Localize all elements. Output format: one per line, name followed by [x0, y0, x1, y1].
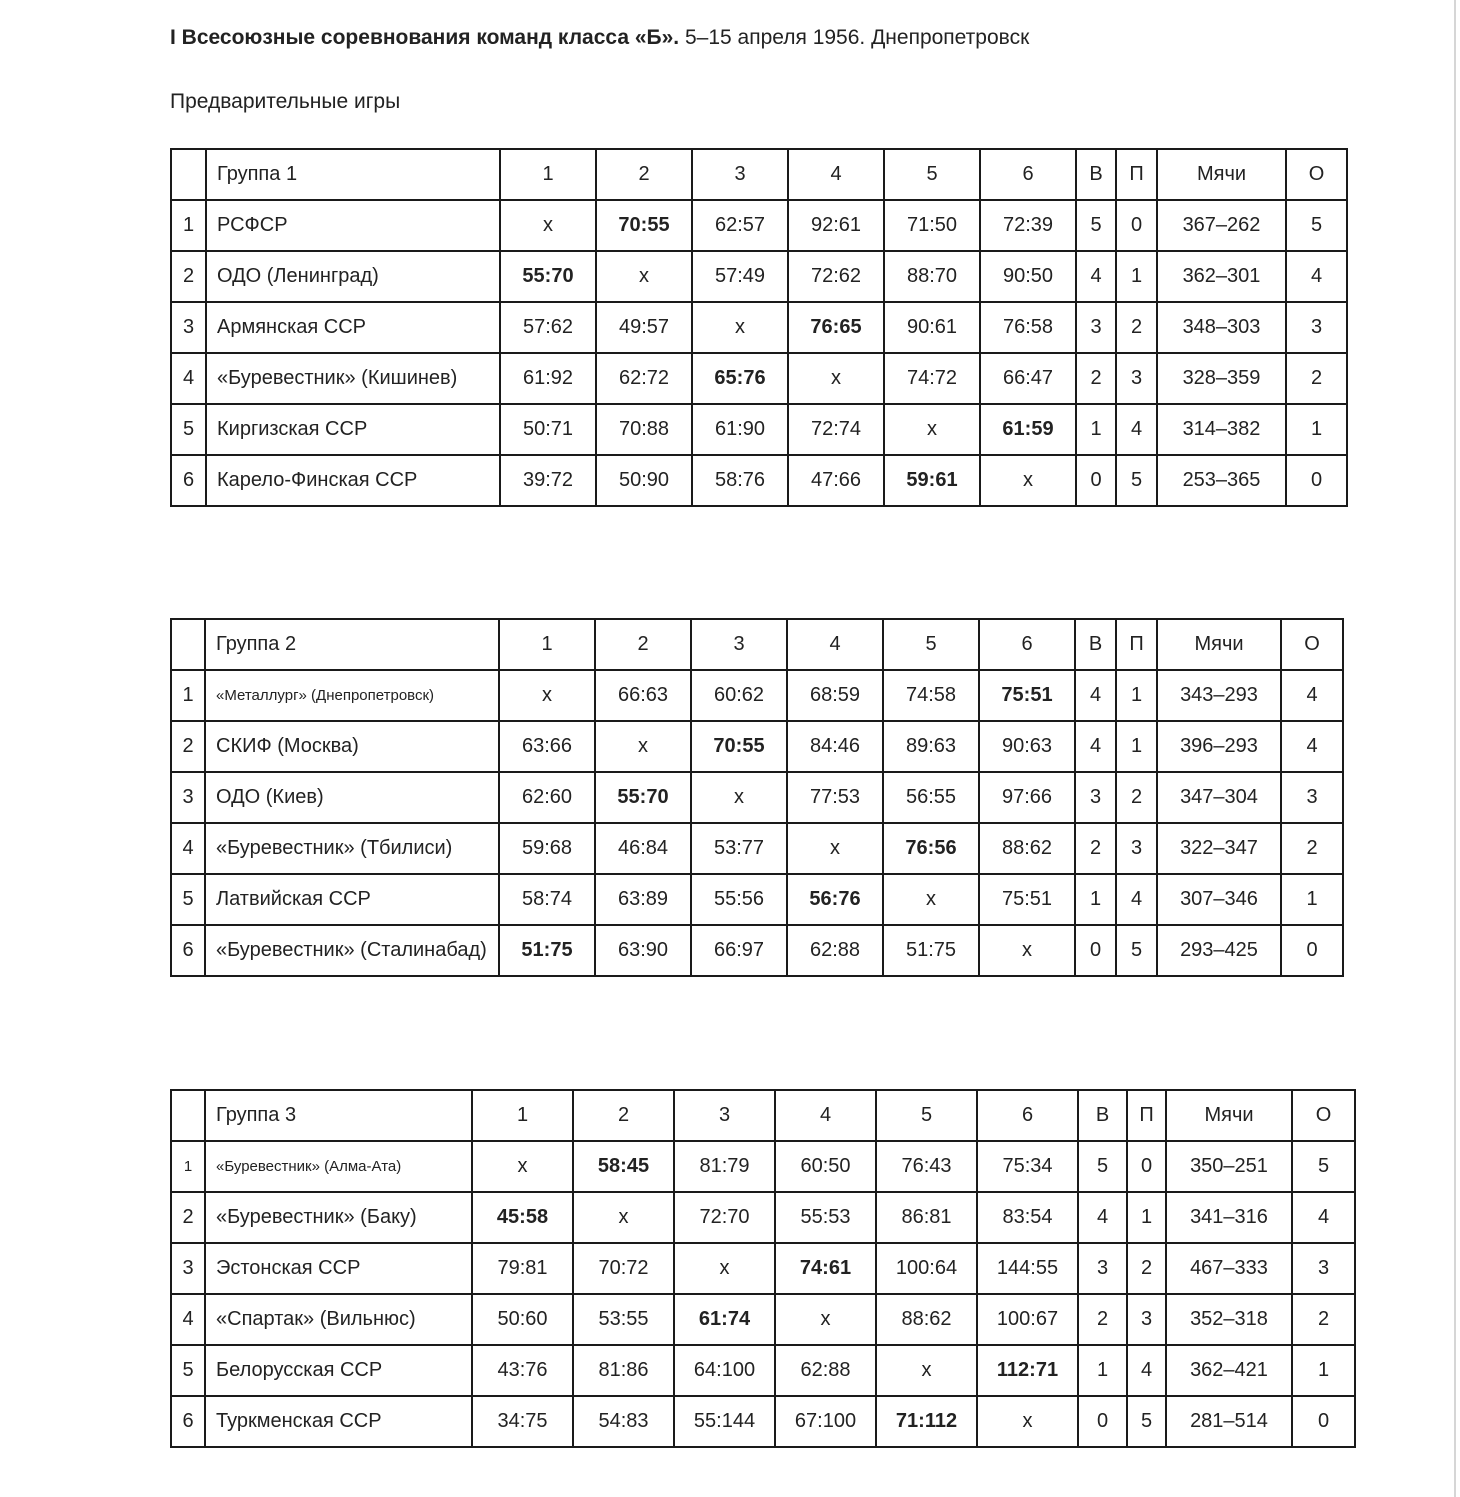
group-name-header: Группа 2: [205, 619, 499, 670]
match-score: 51:75: [883, 925, 979, 976]
self-match-cell: x: [691, 772, 787, 823]
row-number: 6: [171, 1396, 205, 1447]
table-header-row: [171, 1090, 1355, 1141]
table-row: [171, 353, 1347, 404]
self-match-cell: x: [787, 823, 883, 874]
team-name: Киргизская ССР: [206, 404, 500, 455]
table-row: [171, 874, 1343, 925]
wins-count: 2: [1078, 1294, 1127, 1345]
balls-diff: 467–333: [1166, 1243, 1292, 1294]
title-bold-part: I Всесоюзные соревнования команд класса «Б».: [170, 26, 680, 49]
team-name: Белорусская ССР: [205, 1345, 472, 1396]
table-row: [171, 404, 1347, 455]
wins-count: 4: [1075, 670, 1116, 721]
match-score: 72:62: [788, 251, 884, 302]
losses-count: 1: [1116, 251, 1157, 302]
match-score: 70:88: [596, 404, 692, 455]
points: 0: [1286, 455, 1347, 506]
group-table-3: [170, 1089, 1356, 1448]
wins-count: 4: [1078, 1192, 1127, 1243]
column-header: 4: [775, 1090, 876, 1141]
column-header: П: [1116, 149, 1157, 200]
wins-count: 5: [1078, 1141, 1127, 1192]
balls-diff: 322–347: [1157, 823, 1281, 874]
column-header: 6: [980, 149, 1076, 200]
match-score: 56:76: [787, 874, 883, 925]
column-header: Мячи: [1166, 1090, 1292, 1141]
match-score: 72:39: [980, 200, 1076, 251]
column-header: 4: [787, 619, 883, 670]
column-header: 1: [499, 619, 595, 670]
balls-diff: 362–301: [1157, 251, 1286, 302]
match-score: 55:70: [595, 772, 691, 823]
match-score: 112:71: [977, 1345, 1078, 1396]
points: 3: [1292, 1243, 1355, 1294]
points: 2: [1286, 353, 1347, 404]
team-name: Туркменская ССР: [205, 1396, 472, 1447]
row-number: 1: [171, 1141, 205, 1192]
match-score: 70:55: [596, 200, 692, 251]
match-score: 45:58: [472, 1192, 573, 1243]
losses-count: 5: [1127, 1396, 1166, 1447]
balls-diff: 362–421: [1166, 1345, 1292, 1396]
self-match-cell: x: [788, 353, 884, 404]
team-name: Латвийская ССР: [205, 874, 499, 925]
match-score: 55:70: [500, 251, 596, 302]
match-score: 63:66: [499, 721, 595, 772]
team-name: Карело-Финская ССР: [206, 455, 500, 506]
table-header-row: [171, 149, 1347, 200]
column-header: 6: [977, 1090, 1078, 1141]
match-score: 61:59: [980, 404, 1076, 455]
match-score: 72:70: [674, 1192, 775, 1243]
row-number: 4: [171, 823, 205, 874]
balls-diff: 341–316: [1166, 1192, 1292, 1243]
wins-count: 3: [1078, 1243, 1127, 1294]
balls-diff: 367–262: [1157, 200, 1286, 251]
balls-diff: 348–303: [1157, 302, 1286, 353]
wins-count: 4: [1076, 251, 1116, 302]
points: 0: [1281, 925, 1343, 976]
row-number: 4: [171, 1294, 205, 1345]
balls-diff: 328–359: [1157, 353, 1286, 404]
match-score: 71:50: [884, 200, 980, 251]
wins-count: 3: [1076, 302, 1116, 353]
row-number: 4: [171, 353, 206, 404]
balls-diff: 343–293: [1157, 670, 1281, 721]
points: 4: [1286, 251, 1347, 302]
points: 3: [1286, 302, 1347, 353]
match-score: 75:34: [977, 1141, 1078, 1192]
match-score: 58:76: [692, 455, 788, 506]
table-row: [171, 1294, 1355, 1345]
losses-count: 3: [1116, 823, 1157, 874]
self-match-cell: x: [674, 1243, 775, 1294]
table-row: [171, 455, 1347, 506]
row-number: 6: [171, 455, 206, 506]
column-header: 2: [595, 619, 691, 670]
match-score: 74:72: [884, 353, 980, 404]
balls-diff: 347–304: [1157, 772, 1281, 823]
self-match-cell: x: [775, 1294, 876, 1345]
balls-diff: 293–425: [1157, 925, 1281, 976]
match-score: 71:112: [876, 1396, 977, 1447]
self-match-cell: x: [500, 200, 596, 251]
match-score: 57:49: [692, 251, 788, 302]
column-header: 1: [500, 149, 596, 200]
balls-diff: 307–346: [1157, 874, 1281, 925]
match-score: 53:77: [691, 823, 787, 874]
self-match-cell: x: [876, 1345, 977, 1396]
match-score: 77:53: [787, 772, 883, 823]
match-score: 90:61: [884, 302, 980, 353]
match-score: 60:62: [691, 670, 787, 721]
losses-count: 0: [1116, 200, 1157, 251]
match-score: 76:43: [876, 1141, 977, 1192]
match-score: 81:86: [573, 1345, 674, 1396]
match-score: 62:72: [596, 353, 692, 404]
column-header: 1: [472, 1090, 573, 1141]
title-rest-part: 5–15 апреля 1956. Днепропетровск: [679, 26, 1030, 49]
losses-count: 1: [1116, 670, 1157, 721]
balls-diff: 314–382: [1157, 404, 1286, 455]
wins-count: 3: [1075, 772, 1116, 823]
group-name-header: Группа 1: [206, 149, 500, 200]
match-score: 51:75: [499, 925, 595, 976]
wins-count: 0: [1078, 1396, 1127, 1447]
points: 4: [1281, 670, 1343, 721]
match-score: 39:72: [500, 455, 596, 506]
points: 0: [1292, 1396, 1355, 1447]
row-number: 2: [171, 251, 206, 302]
points: 1: [1292, 1345, 1355, 1396]
match-score: 88:62: [876, 1294, 977, 1345]
match-score: 67:100: [775, 1396, 876, 1447]
match-score: 75:51: [979, 670, 1075, 721]
match-score: 88:70: [884, 251, 980, 302]
match-score: 55:53: [775, 1192, 876, 1243]
row-number: 5: [171, 404, 206, 455]
column-header: П: [1116, 619, 1157, 670]
section-subtitle: Предварительные игры: [170, 90, 401, 113]
match-score: 97:66: [979, 772, 1075, 823]
row-number: 1: [171, 200, 206, 251]
match-score: 50:60: [472, 1294, 573, 1345]
match-score: 62:60: [499, 772, 595, 823]
table-row: [171, 925, 1343, 976]
match-score: 65:76: [692, 353, 788, 404]
row-number: 3: [171, 1243, 205, 1294]
match-score: 66:63: [595, 670, 691, 721]
match-score: 90:50: [980, 251, 1076, 302]
group-name-header: Группа 3: [205, 1090, 472, 1141]
match-score: 63:89: [595, 874, 691, 925]
match-score: 61:90: [692, 404, 788, 455]
match-score: 76:65: [788, 302, 884, 353]
row-number: 5: [171, 874, 205, 925]
match-score: 72:74: [788, 404, 884, 455]
team-name: «Спартак» (Вильнюс): [205, 1294, 472, 1345]
points: 1: [1286, 404, 1347, 455]
document-title: [170, 24, 1029, 52]
self-match-cell: x: [472, 1141, 573, 1192]
losses-count: 2: [1116, 302, 1157, 353]
row-number: 2: [171, 1192, 205, 1243]
row-number: 5: [171, 1345, 205, 1396]
table-row: [171, 823, 1343, 874]
match-score: 68:59: [787, 670, 883, 721]
table-header-row: [171, 619, 1343, 670]
match-score: 62:57: [692, 200, 788, 251]
losses-count: 2: [1127, 1243, 1166, 1294]
match-score: 92:61: [788, 200, 884, 251]
self-match-cell: x: [977, 1396, 1078, 1447]
balls-diff: 352–318: [1166, 1294, 1292, 1345]
match-score: 81:79: [674, 1141, 775, 1192]
wins-count: 0: [1075, 925, 1116, 976]
table-row: [171, 721, 1343, 772]
match-score: 62:88: [787, 925, 883, 976]
points: 4: [1281, 721, 1343, 772]
match-score: 46:84: [595, 823, 691, 874]
losses-count: 4: [1127, 1345, 1166, 1396]
row-number: 2: [171, 721, 205, 772]
losses-count: 4: [1116, 404, 1157, 455]
row-number: 6: [171, 925, 205, 976]
balls-diff: 253–365: [1157, 455, 1286, 506]
points: 1: [1281, 874, 1343, 925]
self-match-cell: x: [979, 925, 1075, 976]
row-number: 3: [171, 302, 206, 353]
column-header: 2: [596, 149, 692, 200]
wins-count: 2: [1075, 823, 1116, 874]
table-row: [171, 1396, 1355, 1447]
table-row: [171, 772, 1343, 823]
match-score: 57:62: [500, 302, 596, 353]
team-name: «Буревестник» (Сталинабад): [205, 925, 499, 976]
row-number: 1: [171, 670, 205, 721]
wins-count: 1: [1076, 404, 1116, 455]
match-score: 64:100: [674, 1345, 775, 1396]
team-name: «Буревестник» (Баку): [205, 1192, 472, 1243]
match-score: 34:75: [472, 1396, 573, 1447]
column-header: О: [1292, 1090, 1355, 1141]
column-header: В: [1075, 619, 1116, 670]
self-match-cell: x: [596, 251, 692, 302]
column-header: 2: [573, 1090, 674, 1141]
losses-count: 1: [1127, 1192, 1166, 1243]
match-score: 74:61: [775, 1243, 876, 1294]
match-score: 144:55: [977, 1243, 1078, 1294]
group-table-2: [170, 618, 1344, 977]
match-score: 55:144: [674, 1396, 775, 1447]
balls-diff: 350–251: [1166, 1141, 1292, 1192]
losses-count: 0: [1127, 1141, 1166, 1192]
balls-diff: 281–514: [1166, 1396, 1292, 1447]
team-name: «Металлург» (Днепропетровск): [205, 670, 499, 721]
column-header: 4: [788, 149, 884, 200]
team-name: ОДО (Киев): [205, 772, 499, 823]
match-score: 66:47: [980, 353, 1076, 404]
table-row: [171, 1192, 1355, 1243]
team-name: «Буревестник» (Алма-Ата): [205, 1141, 472, 1192]
match-score: 86:81: [876, 1192, 977, 1243]
row-number: 3: [171, 772, 205, 823]
self-match-cell: x: [692, 302, 788, 353]
column-header: В: [1076, 149, 1116, 200]
match-score: 49:57: [596, 302, 692, 353]
team-name: «Буревестник» (Тбилиси): [205, 823, 499, 874]
points: 5: [1292, 1141, 1355, 1192]
match-score: 100:67: [977, 1294, 1078, 1345]
match-score: 62:88: [775, 1345, 876, 1396]
match-score: 60:50: [775, 1141, 876, 1192]
match-score: 70:72: [573, 1243, 674, 1294]
match-score: 70:55: [691, 721, 787, 772]
self-match-cell: x: [883, 874, 979, 925]
wins-count: 0: [1076, 455, 1116, 506]
match-score: 88:62: [979, 823, 1075, 874]
match-score: 83:54: [977, 1192, 1078, 1243]
corner-cell: [171, 619, 205, 670]
match-score: 76:58: [980, 302, 1076, 353]
match-score: 75:51: [979, 874, 1075, 925]
column-header: 3: [674, 1090, 775, 1141]
match-score: 58:45: [573, 1141, 674, 1192]
match-score: 79:81: [472, 1243, 573, 1294]
match-score: 66:97: [691, 925, 787, 976]
wins-count: 1: [1075, 874, 1116, 925]
match-score: 53:55: [573, 1294, 674, 1345]
team-name: СКИФ (Москва): [205, 721, 499, 772]
points: 4: [1292, 1192, 1355, 1243]
self-match-cell: x: [980, 455, 1076, 506]
corner-cell: [171, 149, 206, 200]
match-score: 63:90: [595, 925, 691, 976]
self-match-cell: x: [884, 404, 980, 455]
losses-count: 5: [1116, 455, 1157, 506]
table-row: [171, 251, 1347, 302]
page-edge-divider: [1454, 0, 1456, 1497]
column-header: 5: [884, 149, 980, 200]
team-name: РСФСР: [206, 200, 500, 251]
points: 5: [1286, 200, 1347, 251]
points: 2: [1281, 823, 1343, 874]
column-header: О: [1281, 619, 1343, 670]
match-score: 74:58: [883, 670, 979, 721]
losses-count: 3: [1116, 353, 1157, 404]
self-match-cell: x: [573, 1192, 674, 1243]
column-header: Мячи: [1157, 619, 1281, 670]
match-score: 50:90: [596, 455, 692, 506]
match-score: 61:74: [674, 1294, 775, 1345]
table-row: [171, 1345, 1355, 1396]
match-score: 76:56: [883, 823, 979, 874]
match-score: 55:56: [691, 874, 787, 925]
wins-count: 5: [1076, 200, 1116, 251]
self-match-cell: x: [595, 721, 691, 772]
match-score: 90:63: [979, 721, 1075, 772]
wins-count: 1: [1078, 1345, 1127, 1396]
match-score: 54:83: [573, 1396, 674, 1447]
match-score: 59:68: [499, 823, 595, 874]
balls-diff: 396–293: [1157, 721, 1281, 772]
column-header: Мячи: [1157, 149, 1286, 200]
table-row: [171, 200, 1347, 251]
team-name: Армянская ССР: [206, 302, 500, 353]
table-row: [171, 670, 1343, 721]
column-header: В: [1078, 1090, 1127, 1141]
match-score: 59:61: [884, 455, 980, 506]
losses-count: 5: [1116, 925, 1157, 976]
match-score: 47:66: [788, 455, 884, 506]
self-match-cell: x: [499, 670, 595, 721]
match-score: 100:64: [876, 1243, 977, 1294]
losses-count: 4: [1116, 874, 1157, 925]
column-header: 3: [691, 619, 787, 670]
team-name: Эстонская ССР: [205, 1243, 472, 1294]
match-score: 61:92: [500, 353, 596, 404]
table-row: [171, 302, 1347, 353]
column-header: 6: [979, 619, 1075, 670]
column-header: 5: [876, 1090, 977, 1141]
losses-count: 2: [1116, 772, 1157, 823]
wins-count: 4: [1075, 721, 1116, 772]
group-table-1: [170, 148, 1348, 507]
table-row: [171, 1243, 1355, 1294]
match-score: 43:76: [472, 1345, 573, 1396]
match-score: 89:63: [883, 721, 979, 772]
wins-count: 2: [1076, 353, 1116, 404]
team-name: ОДО (Ленинград): [206, 251, 500, 302]
losses-count: 3: [1127, 1294, 1166, 1345]
match-score: 50:71: [500, 404, 596, 455]
table-row: [171, 1141, 1355, 1192]
match-score: 84:46: [787, 721, 883, 772]
points: 2: [1292, 1294, 1355, 1345]
team-name: «Буревестник» (Кишинев): [206, 353, 500, 404]
match-score: 56:55: [883, 772, 979, 823]
column-header: 3: [692, 149, 788, 200]
losses-count: 1: [1116, 721, 1157, 772]
column-header: О: [1286, 149, 1347, 200]
match-score: 58:74: [499, 874, 595, 925]
points: 3: [1281, 772, 1343, 823]
column-header: 5: [883, 619, 979, 670]
corner-cell: [171, 1090, 205, 1141]
column-header: П: [1127, 1090, 1166, 1141]
